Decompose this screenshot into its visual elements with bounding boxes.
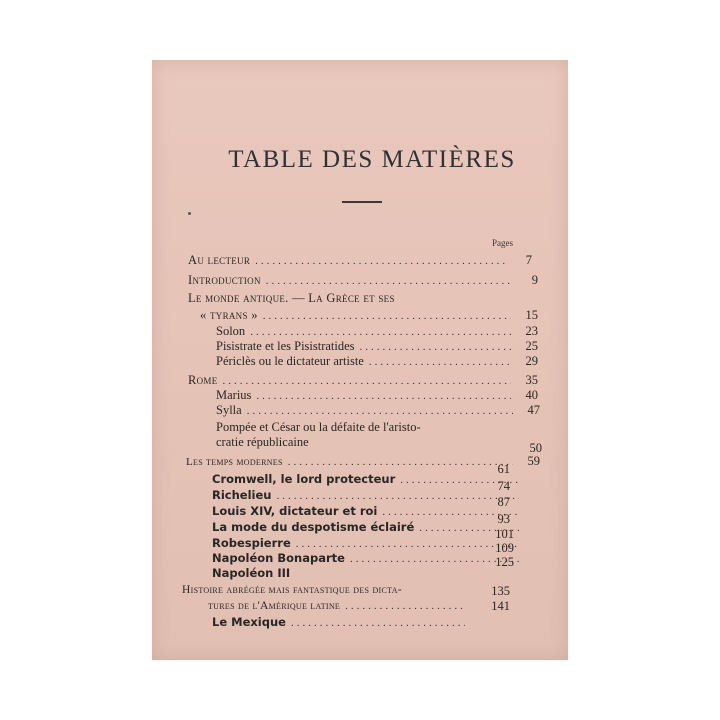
toc-entry-title: Marius xyxy=(216,388,252,402)
toc-entry-title: Pompée et César ou la défaite de l'aristo- xyxy=(216,420,421,434)
toc-entry xyxy=(208,599,470,614)
toc-entry-title: Pisistrate et les Pisistratides xyxy=(216,339,355,353)
toc-entry-page: 25 xyxy=(525,339,538,353)
toc-entry xyxy=(212,520,524,536)
toc-entry-page: 125 xyxy=(495,555,514,569)
dot-leader xyxy=(255,254,505,269)
toc-entry-title: Napoléon Bonaparte xyxy=(212,551,345,565)
dot-leader xyxy=(291,616,465,631)
table-of-contents xyxy=(152,60,568,660)
toc-entry xyxy=(216,420,421,435)
dot-leader xyxy=(288,455,513,470)
toc-entry-title: cratie républicaine xyxy=(216,435,309,449)
toc-entry-page: 9 xyxy=(531,273,538,287)
toc-entry-title: Cromwell, le lord protecteur xyxy=(212,472,396,486)
toc-entry xyxy=(200,308,538,324)
toc-entry-page: 23 xyxy=(525,324,538,338)
toc-entry-title: Napoléon III xyxy=(212,566,291,580)
toc-entry-page: 109 xyxy=(495,541,514,555)
toc-entry xyxy=(212,472,524,488)
dot-leader xyxy=(256,389,511,404)
toc-entry-page: 87 xyxy=(497,495,510,509)
toc-entry-page: 7 xyxy=(525,253,532,267)
toc-entry-page: 35 xyxy=(525,373,538,387)
toc-entry xyxy=(216,324,538,340)
dot-leader xyxy=(369,355,511,370)
toc-entry-title: Les temps modernes xyxy=(186,456,283,468)
dot-leader xyxy=(263,309,511,324)
toc-entry-title: Le monde antique. — La Grèce et ses xyxy=(188,291,395,305)
toc-entry-page: 59 xyxy=(527,454,540,468)
pages-column-label: Pages xyxy=(492,238,513,248)
toc-entry-page: 50 xyxy=(529,441,542,455)
toc-entry-title: Robespierre xyxy=(212,536,291,550)
dot-leader xyxy=(250,325,511,340)
toc-entry-title: Louis XIV, dictateur et roi xyxy=(212,504,378,518)
toc-entry-title: Solon xyxy=(216,324,246,338)
toc-entry-page: 61 xyxy=(497,462,510,476)
toc-entry xyxy=(216,354,538,370)
toc-entry-title: « tyrans » xyxy=(200,308,258,322)
toc-entry xyxy=(182,583,482,598)
toc-entry-page: 47 xyxy=(527,403,540,417)
toc-entry-title: Le Mexique xyxy=(212,615,286,629)
toc-entry xyxy=(212,504,524,520)
toc-entry xyxy=(216,339,538,355)
toc-entry-page: 101 xyxy=(495,527,514,541)
toc-entry xyxy=(216,435,542,455)
toc-entry-page: 93 xyxy=(497,512,510,526)
toc-entry-page: 141 xyxy=(491,599,510,613)
toc-entry-title: Histoire abrégée mais fantastique des dicta- xyxy=(182,584,402,596)
toc-entry-title: Introduction xyxy=(188,273,261,287)
book-page xyxy=(152,60,568,660)
toc-entry xyxy=(188,373,538,389)
toc-entry-title: Sylla xyxy=(216,403,242,417)
toc-entry-title: Périclès ou le dictateur artiste xyxy=(216,354,364,368)
toc-entry xyxy=(188,253,532,269)
toc-entry-title: Richelieu xyxy=(212,488,272,502)
toc-entry-page: 40 xyxy=(525,388,538,402)
toc-entry-title: La mode du despotisme éclairé xyxy=(212,520,415,534)
toc-entry xyxy=(216,403,540,419)
toc-entry-page: 74 xyxy=(497,479,510,493)
toc-entry xyxy=(188,291,395,306)
toc-entry-page: 135 xyxy=(491,584,510,598)
toc-entry xyxy=(216,388,538,404)
toc-entry-page: 15 xyxy=(525,308,538,322)
toc-entry-title: Rome xyxy=(188,373,218,387)
dot-leader xyxy=(266,274,511,289)
toc-entry-title: Au lecteur xyxy=(188,253,251,267)
toc-entry xyxy=(212,488,524,504)
dot-leader xyxy=(345,599,465,614)
toc-entry xyxy=(212,551,524,567)
toc-entry-title: tures de l'Amérique latine xyxy=(208,600,341,612)
toc-entry-page: 29 xyxy=(525,354,538,368)
dot-leader xyxy=(247,404,513,419)
dot-leader xyxy=(360,340,511,355)
toc-entry xyxy=(212,615,470,631)
page-title: TABLE DES MATIÈRES xyxy=(228,146,516,173)
toc-entry xyxy=(212,536,524,552)
toc-entry xyxy=(212,566,290,581)
toc-entry xyxy=(188,273,538,289)
dot-leader xyxy=(223,374,511,389)
